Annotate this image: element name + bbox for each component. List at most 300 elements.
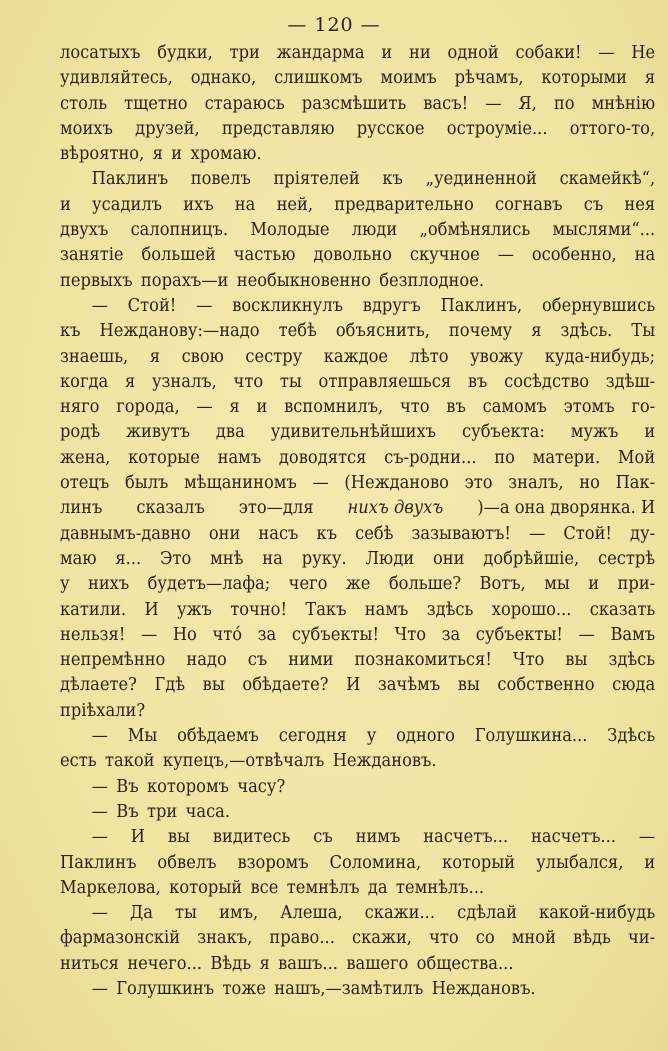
word: родѣ bbox=[60, 422, 101, 443]
word: — bbox=[91, 295, 108, 316]
word: каждое bbox=[323, 346, 389, 367]
word: „обмѣнялись bbox=[419, 220, 531, 241]
word: пріятелей bbox=[273, 169, 360, 190]
word: Люди bbox=[365, 548, 415, 569]
word: фармазонскій bbox=[60, 928, 181, 949]
text-line bbox=[60, 193, 655, 218]
word: ду- bbox=[630, 523, 656, 544]
text-line bbox=[60, 598, 655, 623]
word: и bbox=[644, 422, 656, 443]
word: объяснить, bbox=[335, 321, 430, 342]
word: — bbox=[598, 43, 615, 63]
word: (Нежданово bbox=[344, 473, 449, 494]
word: Стой! bbox=[563, 523, 612, 544]
word: )—а она дворянка. И bbox=[477, 498, 656, 519]
text-line bbox=[60, 876, 655, 901]
word: жена, bbox=[60, 447, 111, 468]
word: они bbox=[432, 548, 465, 569]
word: свою bbox=[181, 346, 224, 367]
word: сегодня bbox=[278, 726, 347, 747]
word: у bbox=[60, 574, 70, 595]
word: — bbox=[485, 93, 502, 114]
word: зазываютъ! bbox=[411, 523, 511, 544]
word: рѣчамъ, bbox=[454, 68, 524, 89]
word: ниться bbox=[60, 953, 119, 974]
word: — bbox=[91, 776, 108, 797]
word: удивительнѣйшихъ bbox=[270, 422, 437, 443]
word: былъ bbox=[124, 473, 169, 494]
word: сдѣлай bbox=[457, 903, 517, 924]
word: одного bbox=[396, 726, 455, 747]
word: нимъ bbox=[355, 827, 401, 848]
word: Не bbox=[631, 43, 656, 63]
word: вспомнилъ, bbox=[284, 397, 384, 418]
word: вѣроятно, bbox=[60, 144, 145, 165]
word: сюда bbox=[612, 675, 656, 696]
word: я bbox=[124, 371, 136, 392]
text-line bbox=[60, 420, 655, 445]
word: нея bbox=[624, 194, 656, 215]
word: Неждановъ. bbox=[431, 978, 536, 999]
word: лѣто bbox=[409, 346, 449, 367]
word: маю bbox=[60, 548, 97, 569]
word: люди bbox=[351, 220, 398, 241]
word: Стой! bbox=[127, 295, 177, 316]
word: И bbox=[144, 599, 159, 620]
text-line bbox=[60, 926, 655, 951]
word: мужъ bbox=[570, 422, 619, 443]
text-line bbox=[60, 167, 655, 192]
text-line bbox=[60, 800, 655, 825]
word: — bbox=[91, 978, 108, 999]
word: Я, bbox=[518, 93, 537, 114]
word: Здѣсь bbox=[607, 726, 656, 747]
word: они bbox=[208, 523, 241, 544]
word: куда-нибудь; bbox=[544, 346, 656, 367]
word: остроуміе... bbox=[446, 118, 548, 139]
word: — bbox=[638, 827, 656, 848]
word: когда bbox=[60, 371, 109, 392]
word: повелъ bbox=[190, 169, 251, 190]
word: отправляешься bbox=[318, 371, 452, 392]
text-line bbox=[60, 496, 655, 521]
word: — bbox=[196, 397, 213, 418]
word: въ bbox=[467, 371, 488, 392]
word: ужъ bbox=[176, 599, 212, 620]
word: чего bbox=[288, 574, 328, 595]
word: Соломина, bbox=[329, 852, 422, 873]
word: у bbox=[366, 726, 377, 747]
text-line bbox=[60, 699, 655, 724]
word: нихъ bbox=[87, 574, 130, 595]
word: собственно bbox=[497, 675, 595, 696]
word: двухъ bbox=[60, 220, 109, 241]
word: русское bbox=[356, 118, 425, 139]
word: первыхъ bbox=[60, 270, 133, 291]
word: оттого-то, bbox=[569, 118, 656, 139]
word: скажи... bbox=[364, 903, 436, 924]
word: Вѣдь bbox=[210, 953, 252, 974]
word: Молодые bbox=[250, 220, 330, 241]
word: самомъ bbox=[482, 397, 547, 418]
word: друзей, bbox=[135, 118, 200, 139]
word: пріѣхали? bbox=[60, 700, 146, 721]
word: насчетъ... bbox=[531, 827, 616, 848]
word: хорошо... bbox=[491, 599, 572, 620]
word: тебѣ bbox=[278, 321, 317, 342]
word: за bbox=[441, 624, 461, 645]
word: ихъ bbox=[183, 194, 214, 215]
word: субъекты! bbox=[475, 624, 563, 645]
word: скучное bbox=[409, 245, 480, 266]
word: и bbox=[644, 852, 656, 873]
word: разсмѣшить bbox=[301, 93, 407, 114]
word: живутъ bbox=[126, 422, 190, 443]
word: я bbox=[149, 346, 161, 367]
word: удивляйтесь, bbox=[60, 68, 173, 89]
word: что bbox=[399, 397, 430, 418]
text-line bbox=[60, 673, 655, 698]
word: я bbox=[259, 953, 270, 974]
word: и bbox=[381, 43, 393, 63]
text-line bbox=[60, 952, 655, 977]
word: довольно bbox=[313, 245, 392, 266]
word: сосѣдство bbox=[504, 371, 590, 392]
word: я bbox=[229, 397, 240, 418]
word: на bbox=[262, 548, 283, 569]
word: и bbox=[588, 574, 600, 595]
word: знакъ, bbox=[197, 928, 253, 949]
word: Да bbox=[129, 903, 153, 924]
word: почему bbox=[448, 321, 513, 342]
word: обернувшись bbox=[542, 295, 656, 316]
word: ты bbox=[175, 903, 198, 924]
word: матери. bbox=[532, 447, 601, 468]
word: здѣсь. bbox=[560, 321, 613, 342]
word: мы bbox=[544, 574, 570, 595]
word: И bbox=[130, 827, 145, 848]
word: хромаю. bbox=[190, 144, 262, 165]
word: ними bbox=[288, 650, 334, 671]
word: въ bbox=[446, 397, 466, 418]
word: съ bbox=[313, 827, 333, 848]
word: нашъ,—замѣтилъ bbox=[274, 978, 424, 999]
word: салопницъ. bbox=[130, 220, 229, 241]
word: го- bbox=[631, 397, 656, 418]
word: Что bbox=[394, 624, 426, 645]
text-line bbox=[60, 41, 655, 66]
word: давнымъ-давно bbox=[60, 523, 191, 544]
word: мѣщаниномъ bbox=[184, 473, 297, 494]
word: это bbox=[464, 473, 493, 494]
word: тоже bbox=[222, 978, 266, 999]
word: себѣ bbox=[355, 523, 394, 544]
word: же bbox=[345, 574, 371, 595]
word: отецъ bbox=[60, 473, 110, 494]
word: мной bbox=[511, 928, 556, 949]
text-line bbox=[60, 648, 655, 673]
word: ни bbox=[408, 43, 431, 63]
word: тщетно bbox=[124, 93, 188, 114]
word: это—для bbox=[238, 498, 314, 519]
word: съ-родни... bbox=[384, 447, 477, 468]
text-line bbox=[60, 243, 655, 268]
word: что bbox=[429, 928, 459, 949]
word: катили. bbox=[60, 599, 127, 620]
word: — bbox=[528, 523, 546, 544]
word: я... bbox=[115, 548, 142, 569]
word: Ты bbox=[631, 321, 656, 342]
word: Паклинъ bbox=[60, 852, 137, 873]
word: при- bbox=[617, 574, 656, 595]
word: которомъ bbox=[146, 776, 229, 797]
word: часа. bbox=[185, 801, 231, 822]
word: познакомиться! bbox=[354, 650, 492, 671]
word: зачѣмъ bbox=[377, 675, 441, 696]
word: надо bbox=[186, 650, 227, 671]
word: усадилъ bbox=[92, 194, 163, 215]
word: города, bbox=[116, 397, 180, 418]
word: три bbox=[229, 43, 260, 63]
word: слишкомъ bbox=[274, 68, 363, 89]
word: которыми bbox=[541, 68, 628, 89]
text-line bbox=[60, 269, 655, 294]
text-line bbox=[60, 775, 655, 800]
word: скажи, bbox=[351, 928, 412, 949]
text-line bbox=[60, 825, 655, 850]
word: Вотъ, bbox=[479, 574, 526, 595]
word: вы bbox=[457, 675, 480, 696]
word: Нежданову:—надо bbox=[99, 321, 260, 342]
word: — bbox=[140, 624, 158, 645]
word: мнѣ bbox=[210, 548, 244, 569]
word: стараюсь bbox=[204, 93, 285, 114]
text-line bbox=[60, 294, 655, 319]
word: сказать bbox=[589, 599, 656, 620]
word: узналъ, bbox=[151, 371, 217, 392]
word: вы bbox=[202, 675, 225, 696]
word: что́ bbox=[212, 624, 243, 645]
word: темнѣлъ... bbox=[395, 877, 485, 898]
word: вашего bbox=[346, 953, 409, 974]
word: Въ bbox=[116, 776, 139, 797]
word: представляю bbox=[221, 118, 335, 139]
text-line bbox=[60, 572, 655, 597]
word: добрѣйшіе, bbox=[483, 548, 580, 569]
word: — bbox=[497, 245, 514, 266]
word: часу? bbox=[237, 776, 286, 797]
text-line bbox=[60, 977, 655, 1002]
text-line bbox=[60, 724, 655, 749]
word: купецъ,—отвѣчалъ bbox=[162, 751, 325, 772]
word: согнавъ bbox=[495, 194, 563, 215]
text-line bbox=[60, 547, 655, 572]
word: обѣдаемъ bbox=[177, 726, 259, 747]
word: Но bbox=[172, 624, 197, 645]
word: нельзя! bbox=[60, 624, 126, 645]
word: большей bbox=[141, 245, 216, 266]
word: „уединенной bbox=[425, 169, 537, 190]
word: доводятся bbox=[278, 447, 367, 468]
page-number: — 120 — bbox=[287, 14, 381, 36]
word: занятіе bbox=[60, 245, 124, 266]
word: на bbox=[634, 245, 656, 266]
text-line bbox=[60, 345, 655, 370]
word: съ bbox=[247, 650, 268, 671]
word: имъ, bbox=[219, 903, 259, 924]
word: за bbox=[257, 624, 277, 645]
word: — bbox=[312, 473, 329, 494]
word: съ bbox=[583, 194, 604, 215]
text-line bbox=[60, 522, 655, 547]
word: который bbox=[442, 852, 516, 873]
word: какой-нибудь bbox=[539, 903, 656, 924]
word: право... bbox=[269, 928, 335, 949]
word: къ bbox=[316, 523, 338, 544]
page-text bbox=[60, 41, 655, 1002]
word: сказалъ bbox=[136, 498, 205, 519]
word: няго bbox=[60, 397, 100, 418]
word: Голушкина... bbox=[474, 726, 588, 747]
word: знаешь, bbox=[60, 346, 129, 367]
word: вдругъ bbox=[362, 295, 421, 316]
word: Неждановъ. bbox=[332, 751, 437, 772]
word: — bbox=[196, 295, 213, 316]
text-line bbox=[60, 901, 655, 926]
word: которые bbox=[128, 447, 200, 468]
word: особенно, bbox=[531, 245, 617, 266]
word: моихъ bbox=[60, 118, 113, 139]
word: — bbox=[91, 726, 108, 747]
word: субъекты! bbox=[291, 624, 380, 645]
word: скамейкѣ“, bbox=[559, 169, 656, 190]
word: ты bbox=[279, 371, 302, 392]
word: Маркелова, bbox=[60, 877, 161, 898]
word: Алеша, bbox=[280, 903, 343, 924]
word: я bbox=[152, 144, 163, 165]
word: руку. bbox=[301, 548, 347, 569]
word: я bbox=[644, 68, 656, 89]
word: — bbox=[578, 624, 595, 645]
word: общества... bbox=[416, 953, 514, 974]
text-line bbox=[60, 851, 655, 876]
word: Что bbox=[512, 650, 545, 671]
text-line bbox=[60, 471, 655, 496]
word: здѣсь bbox=[426, 599, 474, 620]
word: обвелъ bbox=[157, 852, 217, 873]
word: вы bbox=[167, 827, 190, 848]
word: Пак- bbox=[615, 473, 656, 494]
text-line bbox=[60, 117, 655, 142]
word: Мой bbox=[617, 447, 656, 468]
word: два bbox=[215, 422, 245, 443]
word: темнѣлъ bbox=[286, 877, 360, 898]
word: вашъ... bbox=[278, 953, 338, 974]
word: къ bbox=[382, 169, 403, 190]
word: видитесь bbox=[212, 827, 291, 848]
word: улыбался, bbox=[536, 852, 624, 873]
word: субъекта: bbox=[462, 422, 545, 443]
text-line bbox=[60, 749, 655, 774]
word: будетъ—лафа; bbox=[147, 574, 271, 595]
word: Голушкинъ bbox=[116, 978, 215, 999]
word: столь bbox=[60, 93, 108, 114]
word: васъ! bbox=[423, 93, 469, 114]
word: лосатыхъ bbox=[60, 43, 141, 63]
word: здѣсь bbox=[608, 650, 656, 671]
word: И bbox=[346, 675, 361, 696]
word: Мы bbox=[127, 726, 158, 747]
word: намъ bbox=[217, 447, 262, 468]
word: зналъ, bbox=[508, 473, 564, 494]
word: точно! bbox=[230, 599, 288, 620]
word: насчетъ... bbox=[423, 827, 509, 848]
text-line bbox=[60, 66, 655, 91]
text-line bbox=[60, 319, 655, 344]
word: да bbox=[367, 877, 388, 898]
word: Такъ bbox=[305, 599, 347, 620]
word: жандарма bbox=[276, 43, 365, 63]
word: нечего... bbox=[127, 953, 203, 974]
word: необыкновенно bbox=[236, 270, 371, 291]
word: частью bbox=[233, 245, 296, 266]
word: сестрѣ bbox=[597, 548, 656, 569]
word: Это bbox=[160, 548, 192, 569]
word: ней, bbox=[276, 194, 314, 215]
word: моимъ bbox=[380, 68, 437, 89]
word: я bbox=[531, 321, 542, 342]
italic-text: нихъ двухъ bbox=[347, 498, 444, 519]
word: увожу bbox=[470, 346, 524, 367]
word: есть bbox=[60, 751, 97, 772]
word: Гдѣ bbox=[154, 675, 186, 696]
word: и bbox=[60, 194, 71, 215]
word: больше? bbox=[388, 574, 462, 595]
word: обѣдаете? bbox=[242, 675, 329, 696]
word: на bbox=[234, 194, 256, 215]
word: что bbox=[233, 371, 264, 392]
word: такой bbox=[104, 751, 155, 772]
word: здѣш- bbox=[605, 371, 656, 392]
word: три bbox=[146, 801, 178, 822]
text-line bbox=[60, 446, 655, 471]
word: собаки! bbox=[515, 43, 582, 63]
word: который bbox=[169, 877, 243, 898]
word: порахъ—и bbox=[140, 270, 229, 291]
text-line bbox=[60, 370, 655, 395]
word: безплодное. bbox=[379, 270, 485, 291]
word: Паклинъ bbox=[91, 169, 169, 190]
word: къ bbox=[60, 321, 81, 342]
word: по bbox=[494, 447, 515, 468]
word: вы bbox=[565, 650, 588, 671]
text-line bbox=[60, 623, 655, 648]
word: мнѣнію bbox=[591, 93, 656, 114]
word: предварительно bbox=[334, 194, 474, 215]
word: воскликнулъ bbox=[232, 295, 343, 316]
word: Въ bbox=[116, 801, 139, 822]
word: вѣдь bbox=[573, 928, 611, 949]
word: насъ bbox=[258, 523, 299, 544]
word: линъ bbox=[60, 498, 103, 519]
word: — bbox=[91, 801, 108, 822]
word: непремѣнно bbox=[60, 650, 166, 671]
word: взоромъ bbox=[237, 852, 309, 873]
word: намъ bbox=[364, 599, 409, 620]
word: со bbox=[475, 928, 495, 949]
word: этомъ bbox=[563, 397, 615, 418]
word: однако, bbox=[190, 68, 257, 89]
